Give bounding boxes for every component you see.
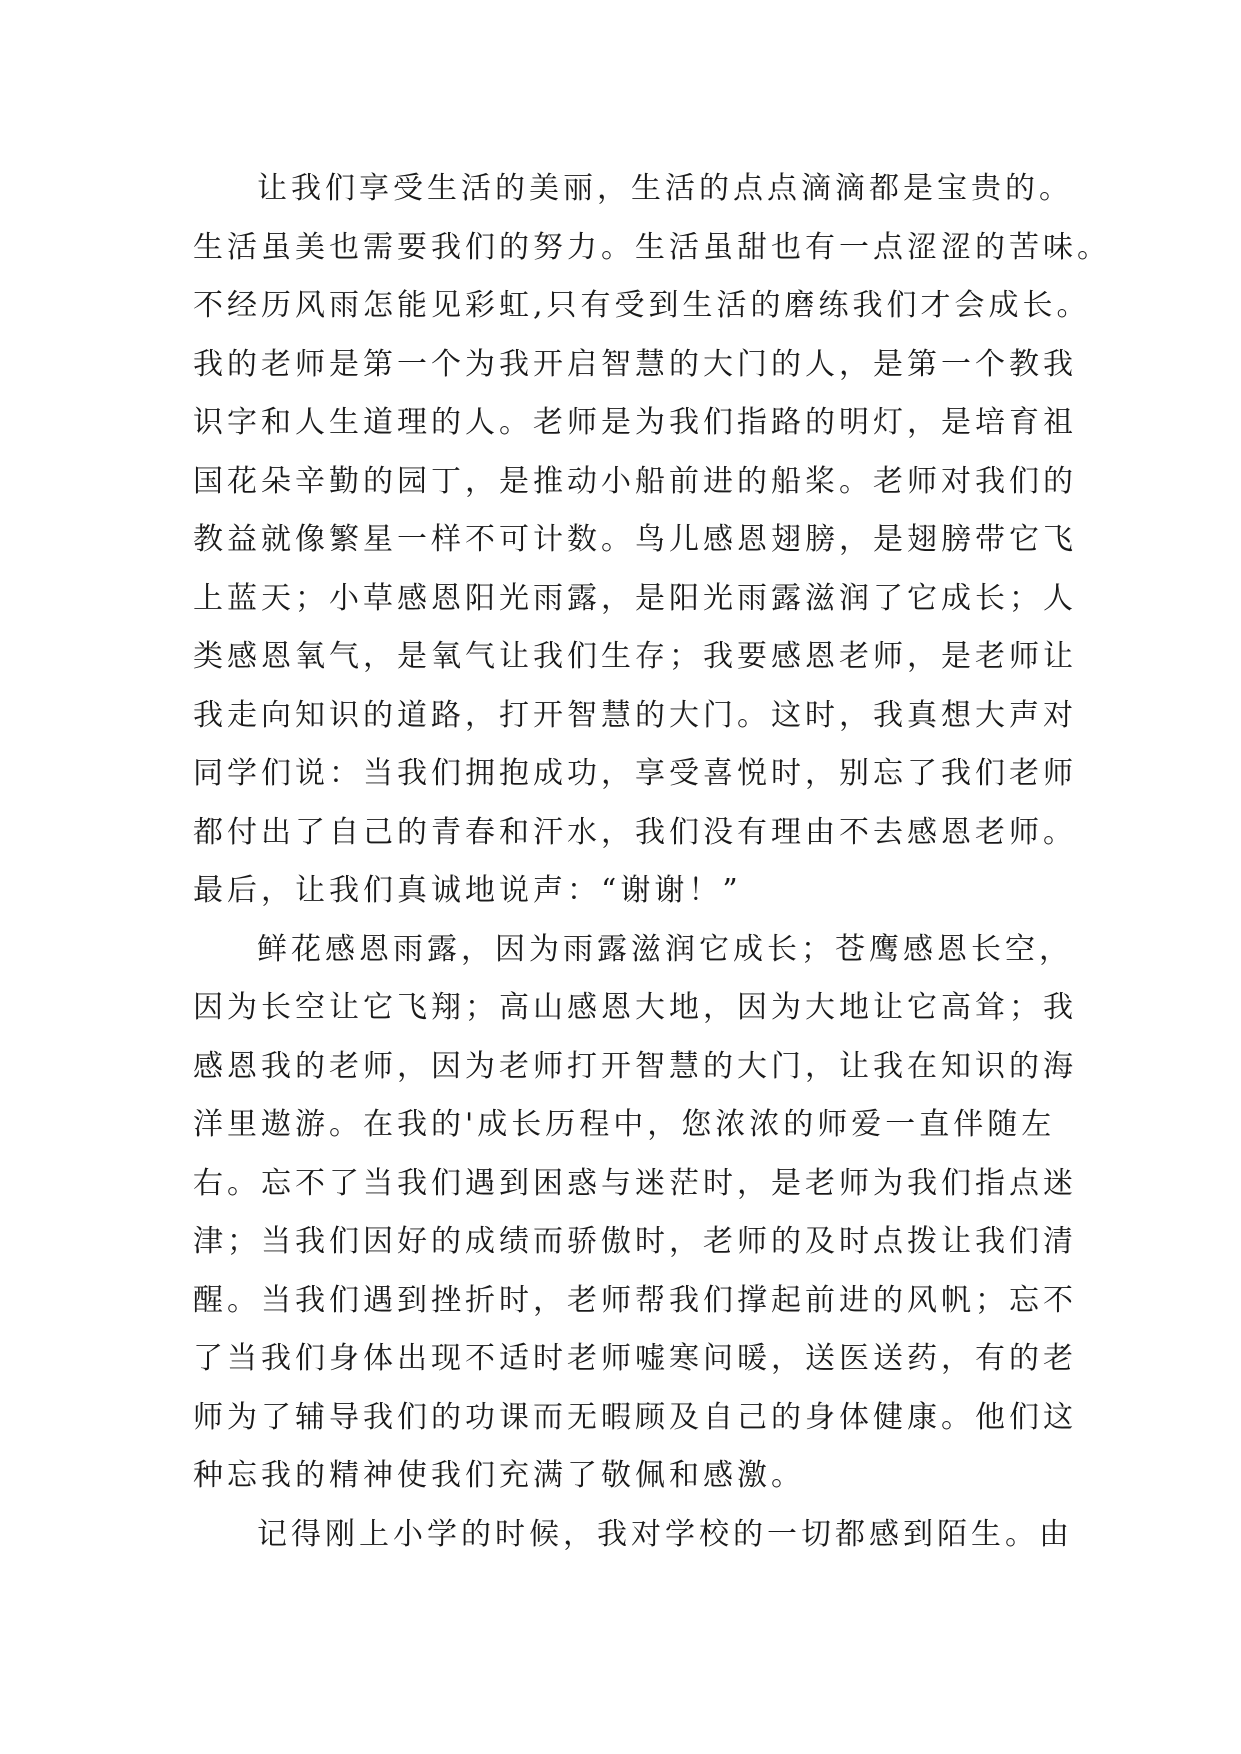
text-line: 因为长空让它飞翔；高山感恩大地，因为大地让它高耸；我 (193, 990, 1077, 1025)
text-line: 津；当我们因好的成绩而骄傲时，老师的及时点拨让我们清 (193, 1224, 1077, 1259)
text-line: 洋里遨游。在我的'成长历程中，您浓浓的师爱一直伴随左 (193, 1107, 1056, 1142)
text-line: 教益就像繁星一样不可计数。鸟儿感恩翅膀，是翅膀带它飞 (193, 522, 1077, 557)
text-line: 了当我们身体出现不适时老师嘘寒问暖，送医送药，有的老 (193, 1341, 1077, 1376)
text-line: 师为了辅导我们的功课而无暇顾及自己的身体健康。他们这 (193, 1399, 1077, 1435)
text-line: 不经历风雨怎能见彩虹,只有受到生活的磨练我们才会成长。 (193, 288, 1091, 323)
text-line: 生活虽美也需要我们的努力。生活虽甜也有一点涩涩的苦味。 (193, 229, 1111, 265)
text-line: 感恩我的老师，因为老师打开智慧的大门，让我在知识的海 (193, 1048, 1077, 1084)
text-line: 都付出了自己的青春和汗水，我们没有理由不去感恩老师。 (193, 814, 1077, 850)
text-line: 我走向知识的道路，打开智慧的大门。这时，我真想大声对 (193, 697, 1077, 733)
text-line: 醒。当我们遇到挫折时，老师帮我们撑起前进的风帆；忘不 (193, 1282, 1077, 1318)
document-body (193, 160, 1111, 1564)
text-line: 种忘我的精神使我们充满了敬佩和感激。 (193, 1458, 805, 1493)
text-line: 类感恩氧气，是氧气让我们生存；我要感恩老师，是老师让 (193, 639, 1077, 674)
text-line: 上蓝天；小草感恩阳光雨露，是阳光雨露滋润了它成长；人 (193, 580, 1077, 616)
text-line: 最后，让我们真诚地说声：“谢谢！” (193, 873, 742, 908)
text-line: 鲜花感恩雨露，因为雨露滋润它成长；苍鹰感恩长空， (257, 931, 1073, 967)
text-line: 同学们说：当我们拥抱成功，享受喜悦时，别忘了我们老师 (193, 756, 1077, 791)
text-line: 识字和人生道理的人。老师是为我们指路的明灯，是培育祖 (193, 405, 1077, 440)
text-line: 让我们享受生活的美丽，生活的点点滴滴都是宝贵的。 (257, 171, 1073, 206)
text-line: 我的老师是第一个为我开启智慧的大门的人，是第一个教我 (193, 346, 1077, 382)
text-line: 记得刚上小学的时候，我对学校的一切都感到陌生。由 (257, 1516, 1073, 1552)
text-line: 右。忘不了当我们遇到困惑与迷茫时，是老师为我们指点迷 (193, 1165, 1077, 1201)
text-line: 国花朵辛勤的园丁，是推动小船前进的船桨。老师对我们的 (193, 463, 1077, 499)
